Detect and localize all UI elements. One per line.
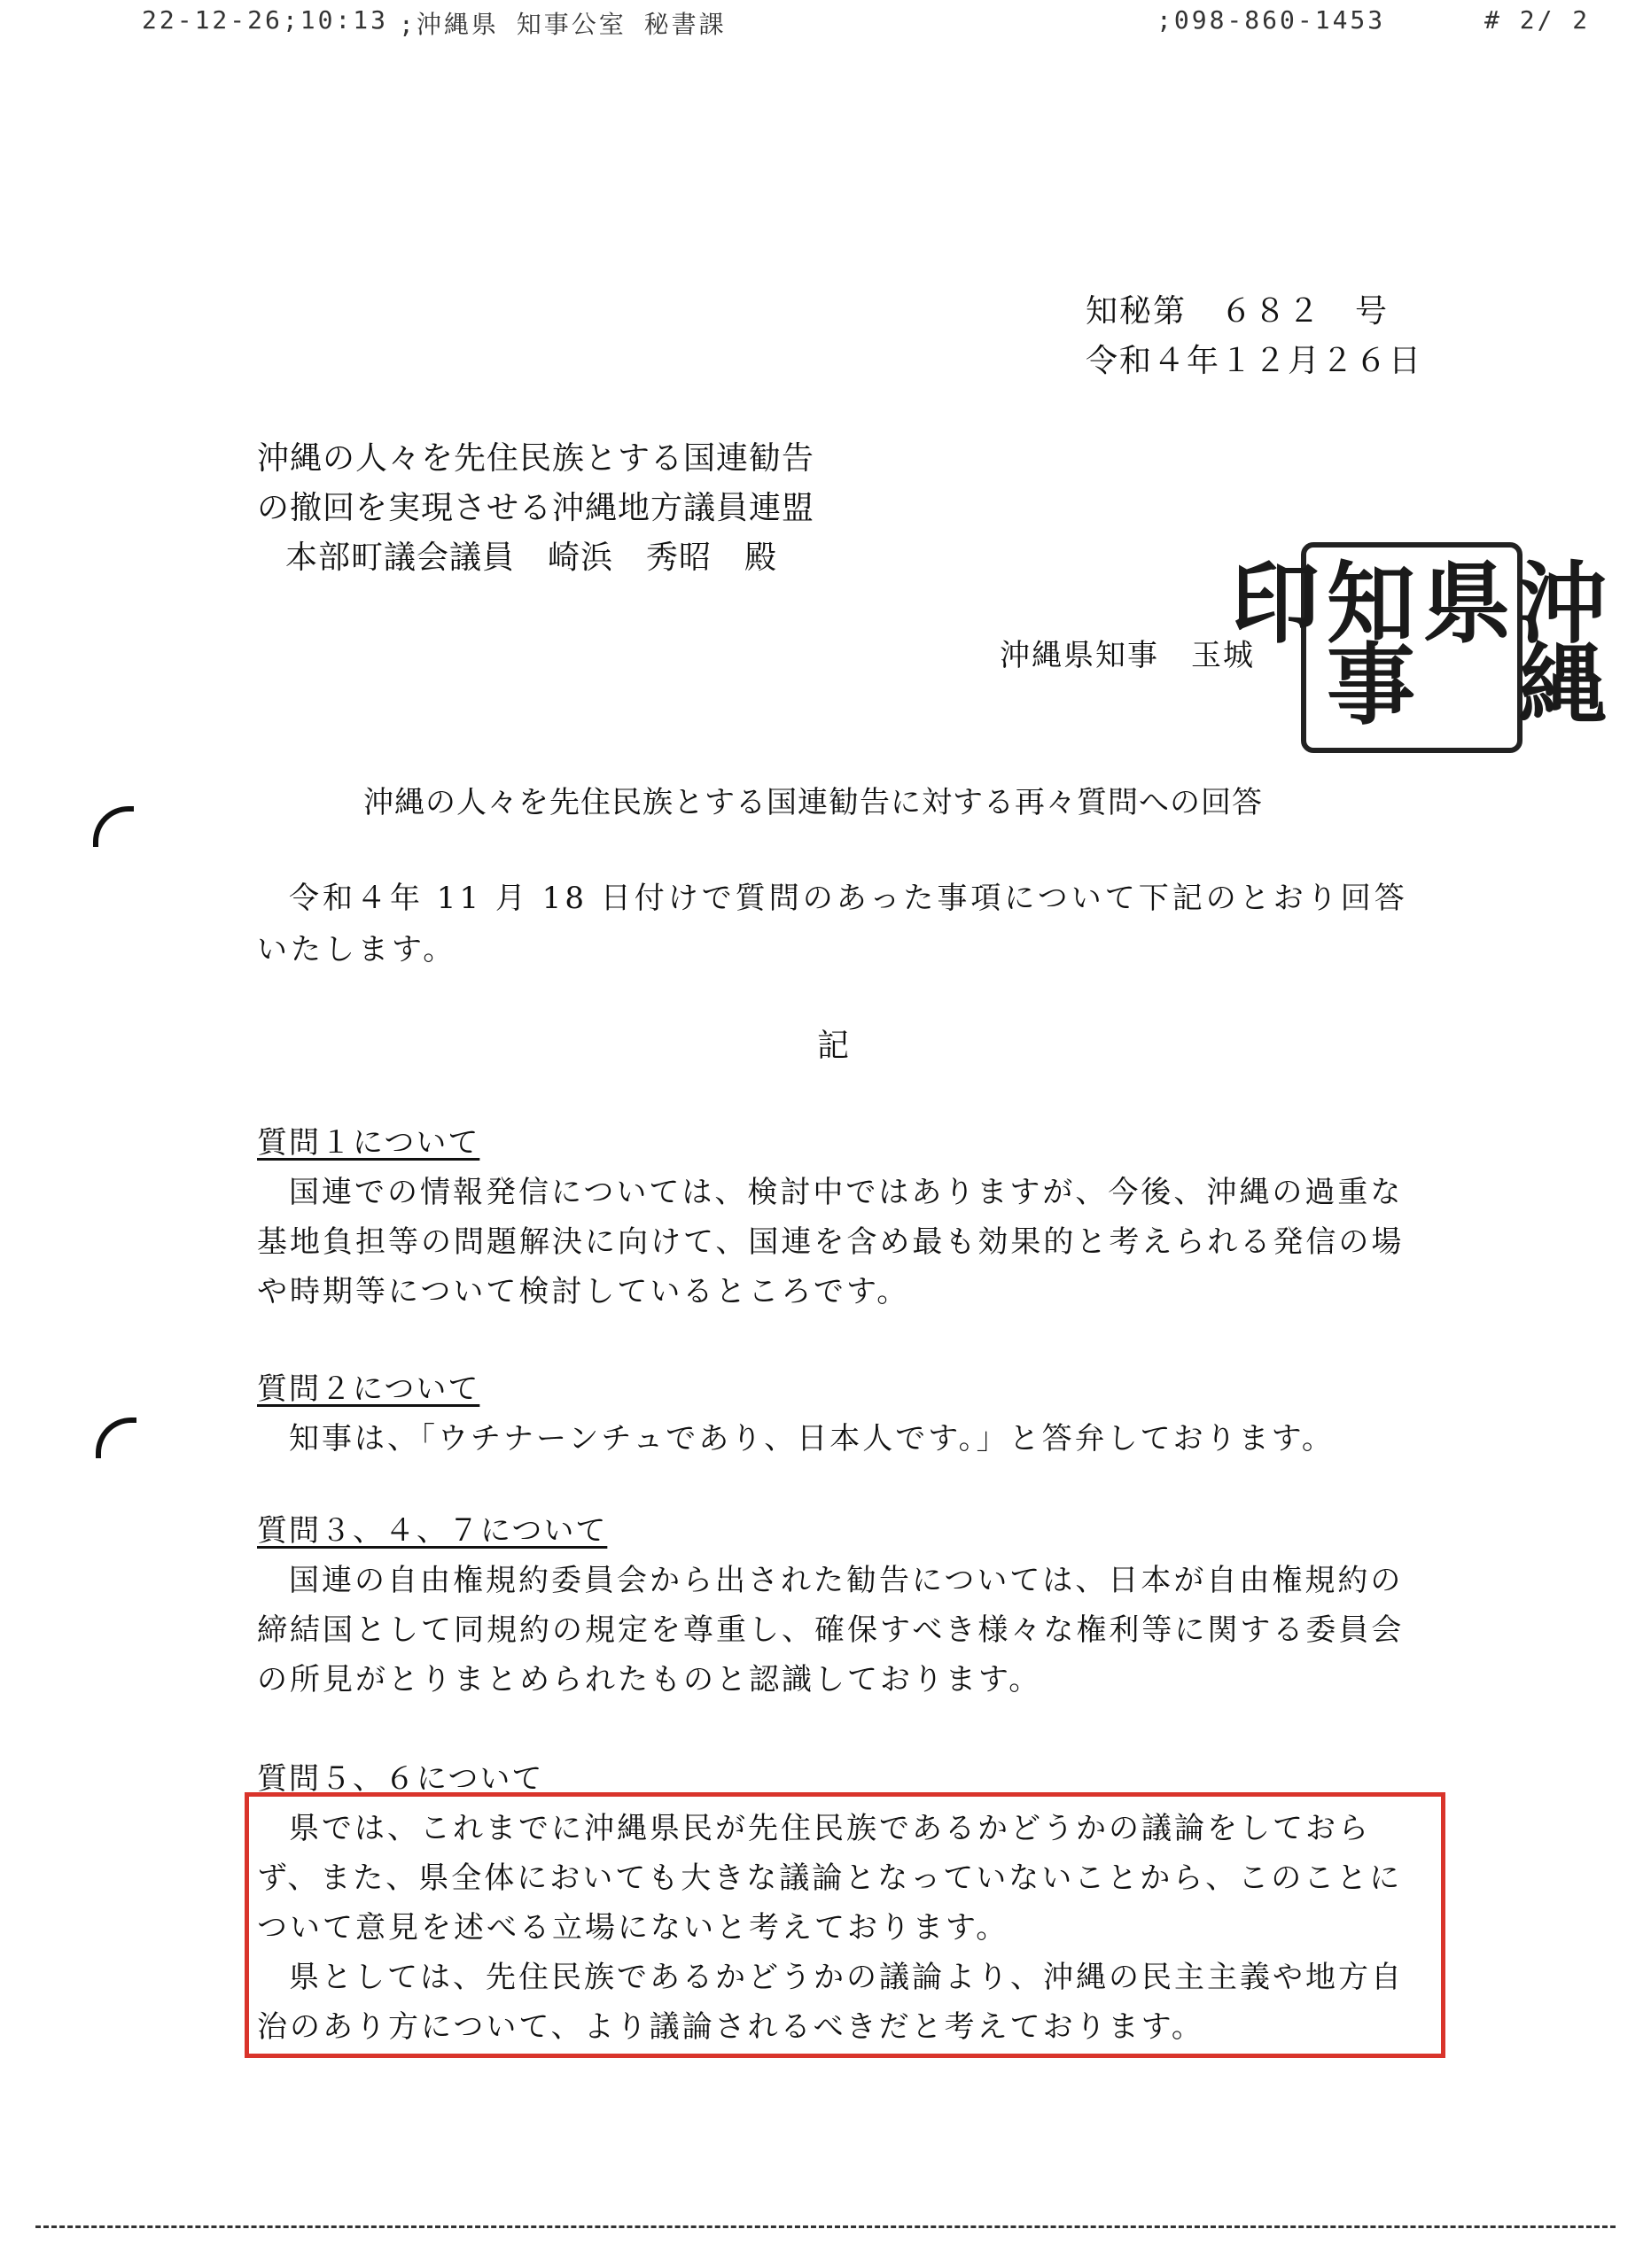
document-number: 知秘第 ６８２ 号 [1086,293,1390,330]
subject-line: 沖縄の人々を先住民族とする国連勧告に対する再々質問への回答 [363,785,1263,820]
section-body: 国連の自由権規約委員会から出された勧告については、日本が自由権規約の締結国として同規約の規定を尊重し、確保すべき様々な権利等に関する委員会の所見がとりまとめられたものと認識しております。 [257,1563,1405,1697]
fax-page: # 2/ 2 [1484,5,1591,35]
fax-number: ;098-860-1453 [1156,5,1386,35]
section-heading: 質問３、４、７について [257,1513,608,1549]
scan-mark [96,1418,136,1458]
addressee-block [257,434,814,583]
highlight-box [245,1792,1445,2058]
section-body-1: 県では、これまでに沖縄県民が先住民族であるかどうかの議論をしておらず、また、県全体においても大きな議論となっていないことから、このことについて意見を述べる立場にないと考えております。 [257,1811,1403,1946]
addressee-line-1: 沖縄の人々を先住民族とする国連勧告 [257,440,815,477]
fax-timestamp: 22-12-26;10:13 [142,5,389,35]
document-date: 令和４年１２月２６日 [1086,343,1423,379]
ki-marker: 記 [817,1028,850,1064]
sender-name: 沖縄県知事 玉城 [1000,638,1255,673]
seal-text: 沖縄県 知事印 [1216,556,1608,719]
section-question-3-4-7 [257,1506,1422,1705]
official-seal [1216,542,1608,753]
section-heading: 質問１について [257,1125,480,1161]
section-body: 国連での情報発信については、検討中ではありますが、今後、沖縄の過重な基地負担等の問題解決に向けて、国連を含め最も効果的と考えられる発信の場や時期等について検討しているところです。 [257,1175,1405,1309]
section-body: 知事は、「ウチナーンチュであり、日本人です。」と答弁しております。 [289,1421,1335,1456]
addressee-line-2: の撤回を実現させる沖縄地方議員連盟 [257,490,815,526]
fax-header [142,5,1616,41]
section-heading: 質問２について [257,1371,480,1407]
section-heading: 質問５、６について [257,1761,544,1797]
document-reference [1086,287,1422,386]
section-body-2: 県としては、先住民族であるかどうかの議論より、沖縄の民主主義や地方自治のあり方について、より議論されるべきだと考えております。 [257,1960,1404,2045]
addressee-line-3: 本部町議会議員 崎浜 秀昭 殿 [285,540,778,576]
scan-mark [93,806,134,847]
intro-paragraph: 令和４年 11 月 18 日付けで質問のあった事項について下記のとおり回答いたします。 [257,881,1408,967]
bottom-divider [35,2225,1616,2228]
fax-office: ;沖縄県 知事公室 秘書課 [399,10,727,39]
section-question-1 [257,1118,1422,1317]
section-question-2 [257,1364,1422,1464]
